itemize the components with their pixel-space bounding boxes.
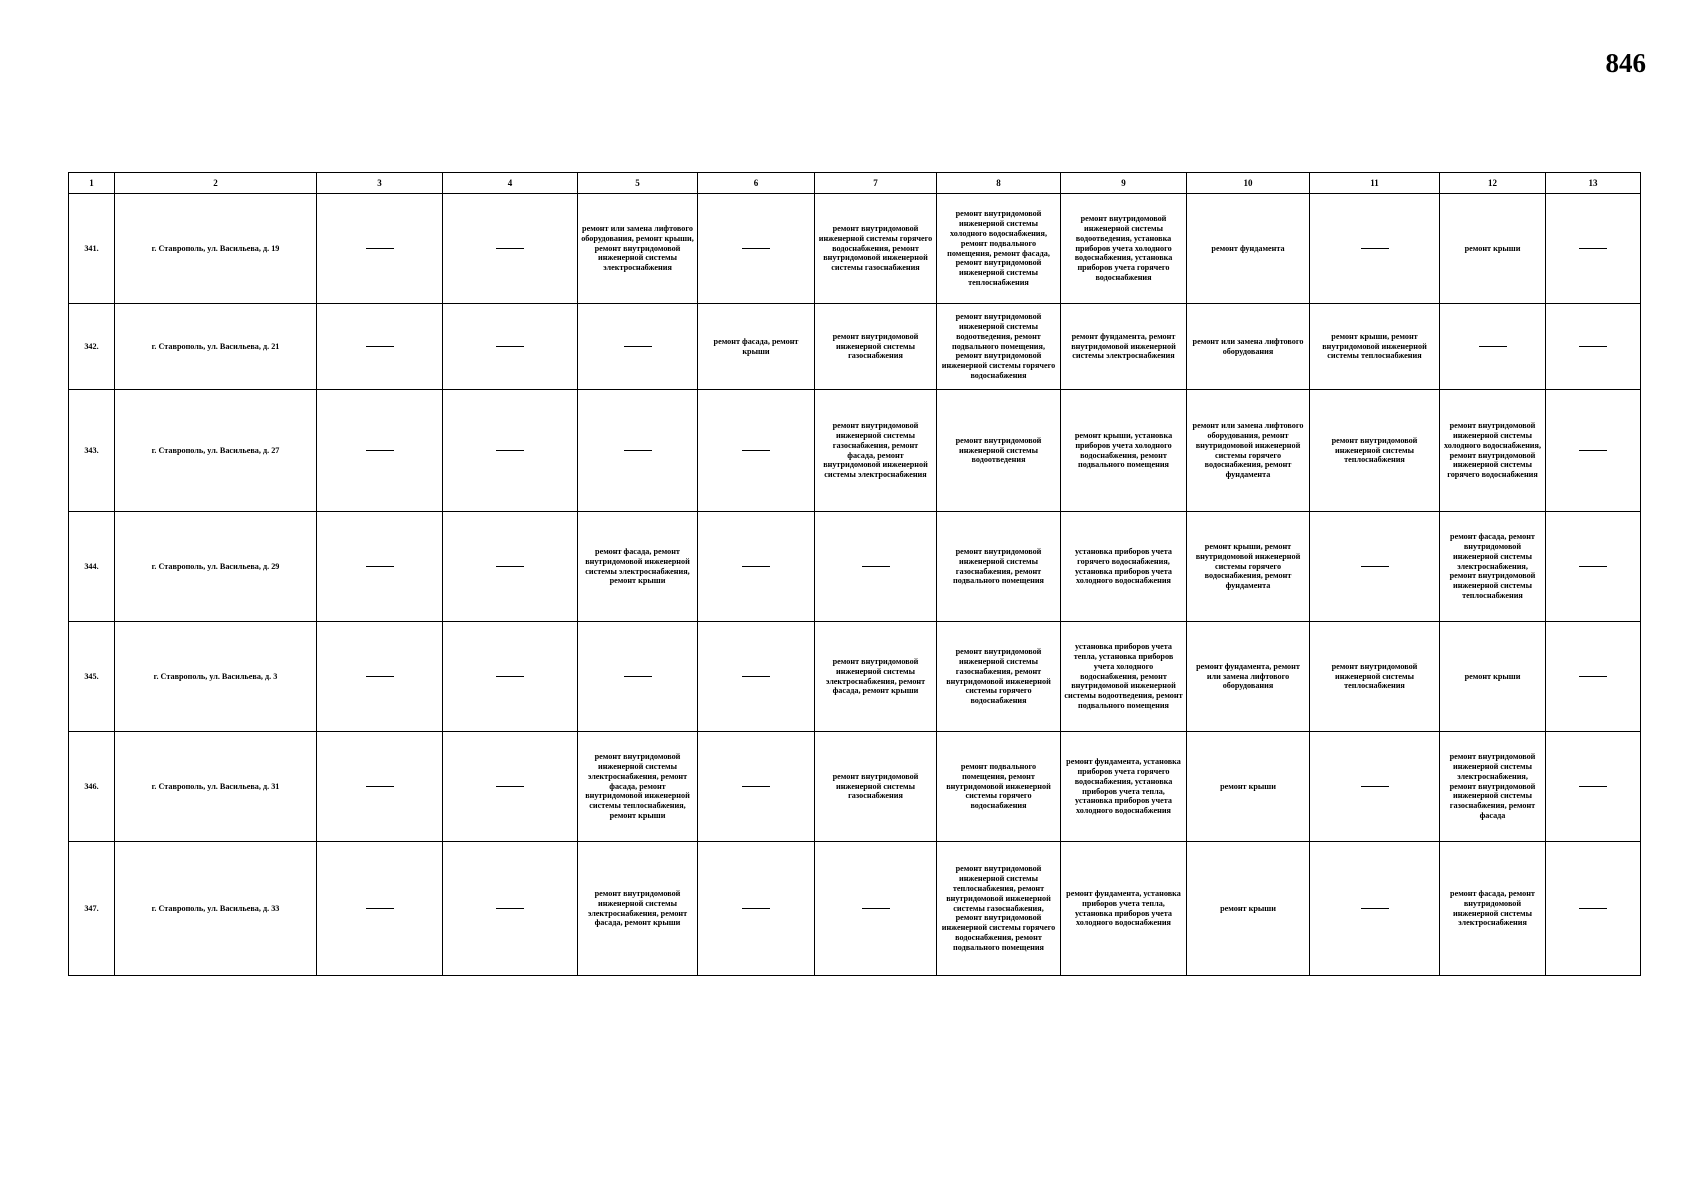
table-row xyxy=(69,732,1641,842)
empty-cell xyxy=(443,194,578,304)
dash-mark xyxy=(366,346,394,347)
dash-mark xyxy=(1361,786,1389,787)
column-header: 1 xyxy=(69,173,115,194)
empty-cell xyxy=(1310,842,1440,976)
works-cell: ремонт крыши xyxy=(1440,194,1546,304)
empty-cell xyxy=(1310,194,1440,304)
dash-mark xyxy=(1361,566,1389,567)
works-cell: ремонт или замена лифтового оборудования, ремонт внутридомовой инженерной системы горячего водоснабжения, ремонт фундамента xyxy=(1187,390,1310,512)
empty-cell xyxy=(1546,194,1641,304)
dash-mark xyxy=(1579,346,1607,347)
empty-cell xyxy=(1546,512,1641,622)
empty-cell xyxy=(317,622,443,732)
works-cell: ремонт внутридомовой инженерной системы водоотведения, установка приборов учета холодного водоснабжения, установка приборов учета горячего водоснабжения xyxy=(1061,194,1187,304)
empty-cell xyxy=(317,842,443,976)
table-row xyxy=(69,304,1641,390)
column-header: 6 xyxy=(698,173,815,194)
works-cell: ремонт внутридомовой инженерной системы водоотведения, ремонт подвального помещения, ремонт внутридомовой инженерной системы горячего водоснабжения xyxy=(937,304,1061,390)
dash-mark xyxy=(496,346,524,347)
works-cell: ремонт крыши xyxy=(1187,842,1310,976)
works-cell: ремонт внутридомовой инженерной системы водоотведения xyxy=(937,390,1061,512)
column-header: 12 xyxy=(1440,173,1546,194)
works-cell: ремонт внутридомовой инженерной системы холодного водоснабжения, ремонт внутридомовой инженерной системы горячего водоснабжения xyxy=(1440,390,1546,512)
empty-cell xyxy=(1546,304,1641,390)
empty-cell xyxy=(698,194,815,304)
dash-mark xyxy=(496,908,524,909)
works-cell: ремонт внутридомовой инженерной системы газоснабжения, ремонт фасада, ремонт внутридомовой инженерной системы электроснабжения xyxy=(815,390,937,512)
dash-mark xyxy=(742,908,770,909)
empty-cell xyxy=(317,732,443,842)
empty-cell xyxy=(1546,842,1641,976)
dash-mark xyxy=(496,676,524,677)
dash-mark xyxy=(496,248,524,249)
row-number: 343. xyxy=(69,390,115,512)
empty-cell xyxy=(317,194,443,304)
works-cell: ремонт фундамента, установка приборов учета горячего водоснабжения, установка приборов учета тепла, установка приборов учета холодного водоснабжения xyxy=(1061,732,1187,842)
works-cell: ремонт внутридомовой инженерной системы газоснабжения, ремонт внутридомовой инженерной системы горячего водоснабжения xyxy=(937,622,1061,732)
column-header: 4 xyxy=(443,173,578,194)
dash-mark xyxy=(496,786,524,787)
row-number: 341. xyxy=(69,194,115,304)
table-row xyxy=(69,512,1641,622)
empty-cell xyxy=(578,622,698,732)
empty-cell xyxy=(698,732,815,842)
empty-cell xyxy=(1546,622,1641,732)
row-number: 342. xyxy=(69,304,115,390)
empty-cell xyxy=(698,512,815,622)
works-cell: установка приборов учета горячего водоснабжения, установка приборов учета холодного водоснабжения xyxy=(1061,512,1187,622)
address-cell: г. Ставрополь, ул. Васильева, д. 19 xyxy=(115,194,317,304)
row-number: 345. xyxy=(69,622,115,732)
works-cell: ремонт фундамента, ремонт внутридомовой инженерной системы электроснабжения xyxy=(1061,304,1187,390)
works-cell: ремонт фундамента, установка приборов учета тепла, установка приборов учета холодного водоснабжения xyxy=(1061,842,1187,976)
dash-mark xyxy=(742,566,770,567)
address-cell: г. Ставрополь, ул. Васильева, д. 29 xyxy=(115,512,317,622)
works-cell: ремонт фасада, ремонт внутридомовой инженерной системы электроснабжения, ремонт внутридомовой инженерной системы теплоснабжения xyxy=(1440,512,1546,622)
dash-mark xyxy=(742,248,770,249)
empty-cell xyxy=(317,304,443,390)
column-header: 9 xyxy=(1061,173,1187,194)
dash-mark xyxy=(742,676,770,677)
empty-cell xyxy=(1440,304,1546,390)
column-header: 10 xyxy=(1187,173,1310,194)
dash-mark xyxy=(366,676,394,677)
empty-cell xyxy=(443,732,578,842)
dash-mark xyxy=(366,908,394,909)
dash-mark xyxy=(496,566,524,567)
works-cell: ремонт фасада, ремонт крыши xyxy=(698,304,815,390)
empty-cell xyxy=(443,842,578,976)
dash-mark xyxy=(1579,908,1607,909)
empty-cell xyxy=(443,512,578,622)
column-header: 3 xyxy=(317,173,443,194)
row-number: 344. xyxy=(69,512,115,622)
column-header: 2 xyxy=(115,173,317,194)
dash-mark xyxy=(624,676,652,677)
empty-cell xyxy=(1310,732,1440,842)
works-cell: ремонт крыши xyxy=(1187,732,1310,842)
row-number: 346. xyxy=(69,732,115,842)
works-cell: ремонт внутридомовой инженерной системы теплоснабжения xyxy=(1310,622,1440,732)
column-number-row xyxy=(69,173,1641,194)
table-row xyxy=(69,842,1641,976)
empty-cell xyxy=(815,512,937,622)
works-cell: ремонт или замена лифтового оборудования, ремонт крыши, ремонт внутридомовой инженерной системы электроснабжения xyxy=(578,194,698,304)
dash-mark xyxy=(624,346,652,347)
empty-cell xyxy=(698,390,815,512)
works-cell: ремонт внутридомовой инженерной системы горячего водоснабжения, ремонт внутридомовой инженерной системы газоснабжения xyxy=(815,194,937,304)
empty-cell xyxy=(698,622,815,732)
dash-mark xyxy=(366,566,394,567)
works-cell: ремонт внутридомовой инженерной системы газоснабжения, ремонт подвального помещения xyxy=(937,512,1061,622)
empty-cell xyxy=(443,304,578,390)
works-cell: ремонт внутридомовой инженерной системы электроснабжения, ремонт внутридомовой инженерной системы газоснабжения, ремонт фасада xyxy=(1440,732,1546,842)
dash-mark xyxy=(496,450,524,451)
empty-cell xyxy=(1546,390,1641,512)
works-cell: ремонт внутридомовой инженерной системы теплоснабжения xyxy=(1310,390,1440,512)
works-cell: ремонт крыши, ремонт внутридомовой инженерной системы теплоснабжения xyxy=(1310,304,1440,390)
dash-mark xyxy=(1361,908,1389,909)
dash-mark xyxy=(1579,248,1607,249)
column-header: 8 xyxy=(937,173,1061,194)
address-cell: г. Ставрополь, ул. Васильева, д. 31 xyxy=(115,732,317,842)
dash-mark xyxy=(1479,346,1507,347)
empty-cell xyxy=(578,304,698,390)
works-cell: ремонт или замена лифтового оборудования xyxy=(1187,304,1310,390)
column-header: 13 xyxy=(1546,173,1641,194)
empty-cell xyxy=(1546,732,1641,842)
dash-mark xyxy=(1361,248,1389,249)
address-cell: г. Ставрополь, ул. Васильева, д. 27 xyxy=(115,390,317,512)
works-cell: ремонт фундамента xyxy=(1187,194,1310,304)
dash-mark xyxy=(366,786,394,787)
empty-cell xyxy=(578,390,698,512)
dash-mark xyxy=(742,786,770,787)
empty-cell xyxy=(443,390,578,512)
empty-cell xyxy=(317,390,443,512)
works-cell: ремонт внутридомовой инженерной системы газоснабжения xyxy=(815,732,937,842)
works-cell: ремонт фундамента, ремонт или замена лифтового оборудования xyxy=(1187,622,1310,732)
table-row xyxy=(69,194,1641,304)
dash-mark xyxy=(366,248,394,249)
row-number: 347. xyxy=(69,842,115,976)
dash-mark xyxy=(862,908,890,909)
table-row xyxy=(69,622,1641,732)
works-cell: ремонт фасада, ремонт внутридомовой инженерной системы электроснабжения xyxy=(1440,842,1546,976)
works-cell: ремонт внутридомовой инженерной системы электроснабжения, ремонт фасада, ремонт крыши xyxy=(815,622,937,732)
dash-mark xyxy=(742,450,770,451)
empty-cell xyxy=(317,512,443,622)
works-cell: ремонт внутридомовой инженерной системы электроснабжения, ремонт фасада, ремонт крыши xyxy=(578,842,698,976)
dash-mark xyxy=(1579,676,1607,677)
empty-cell xyxy=(443,622,578,732)
dash-mark xyxy=(366,450,394,451)
table-row xyxy=(69,390,1641,512)
empty-cell xyxy=(1310,512,1440,622)
works-cell: ремонт внутридомовой инженерной системы электроснабжения, ремонт фасада, ремонт внутридомовой инженерной системы теплоснабжения, ремонт крыши xyxy=(578,732,698,842)
empty-cell xyxy=(815,842,937,976)
works-cell: установка приборов учета тепла, установка приборов учета холодного водоснабжения, ремонт внутридомовой инженерной системы водоотведения, ремонт подвального помещения xyxy=(1061,622,1187,732)
works-cell: ремонт внутридомовой инженерной системы теплоснабжения, ремонт внутридомовой инженерной системы газоснабжения, ремонт внутридомовой инженерной системы горячего водоснабжения, ремонт подвального помещения xyxy=(937,842,1061,976)
dash-mark xyxy=(1579,450,1607,451)
works-cell: ремонт крыши, установка приборов учета холодного водоснабжения, ремонт подвального помещения xyxy=(1061,390,1187,512)
address-cell: г. Ставрополь, ул. Васильева, д. 21 xyxy=(115,304,317,390)
dash-mark xyxy=(624,450,652,451)
dash-mark xyxy=(1579,566,1607,567)
works-cell: ремонт внутридомовой инженерной системы холодного водоснабжения, ремонт подвального помещения, ремонт фасада, ремонт внутридомовой инженерной системы теплоснабжения xyxy=(937,194,1061,304)
dash-mark xyxy=(862,566,890,567)
column-header: 11 xyxy=(1310,173,1440,194)
empty-cell xyxy=(698,842,815,976)
works-cell: ремонт фасада, ремонт внутридомовой инженерной системы электроснабжения, ремонт крыши xyxy=(578,512,698,622)
repair-schedule-table xyxy=(68,172,1641,976)
works-cell: ремонт внутридомовой инженерной системы газоснабжения xyxy=(815,304,937,390)
column-header: 7 xyxy=(815,173,937,194)
works-cell: ремонт крыши, ремонт внутридомовой инженерной системы горячего водоснабжения, ремонт фундамента xyxy=(1187,512,1310,622)
column-header: 5 xyxy=(578,173,698,194)
works-cell: ремонт подвального помещения, ремонт внутридомовой инженерной системы горячего водоснабжения xyxy=(937,732,1061,842)
page-number: 846 xyxy=(1605,48,1646,78)
address-cell: г. Ставрополь, ул. Васильева, д. 33 xyxy=(115,842,317,976)
works-cell: ремонт крыши xyxy=(1440,622,1546,732)
dash-mark xyxy=(1579,786,1607,787)
address-cell: г. Ставрополь, ул. Васильева, д. 3 xyxy=(115,622,317,732)
